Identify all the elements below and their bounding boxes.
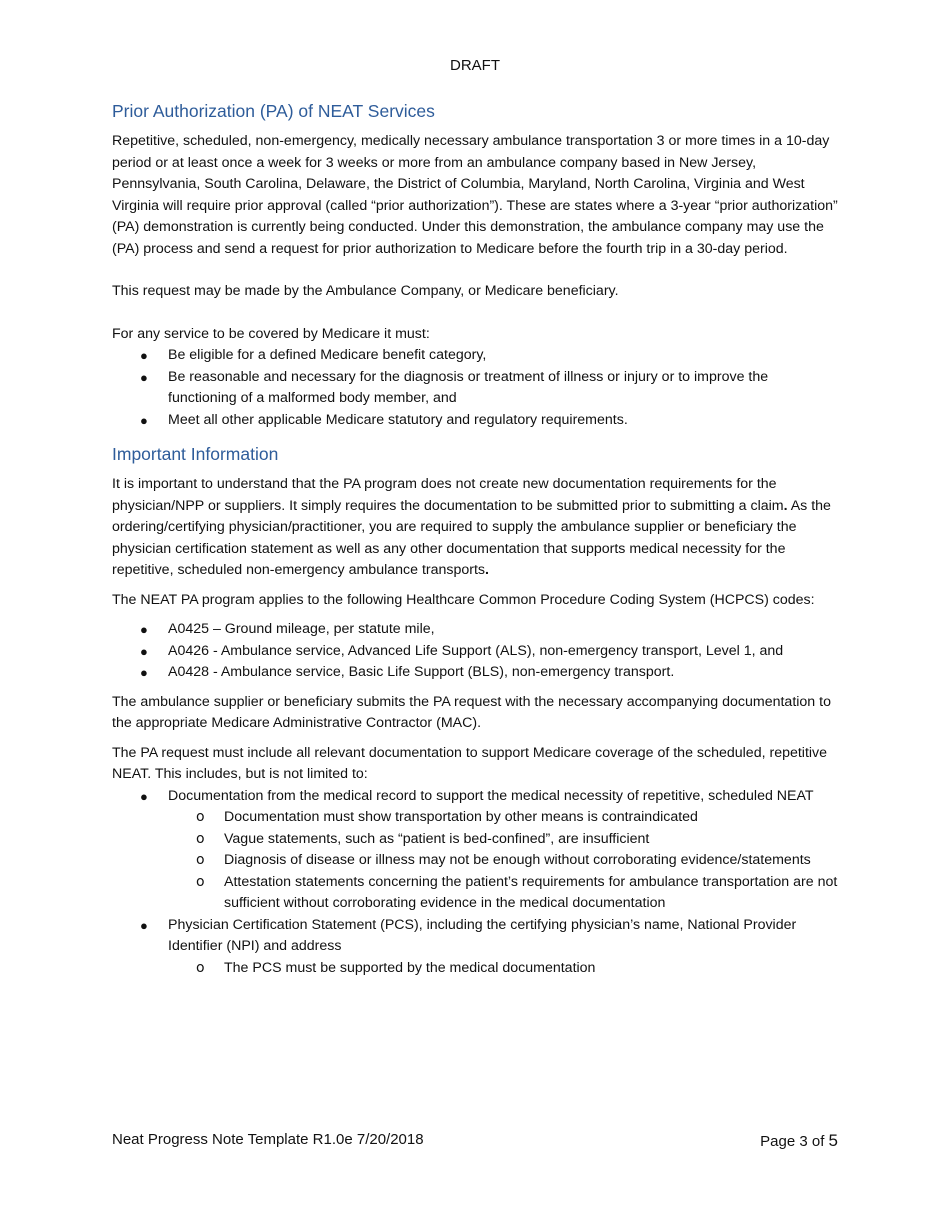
list-item: ● Be reasonable and necessary for the diagnosis or treatment of illness or injury or to improve the functioning of a malformed body member, and bbox=[140, 368, 769, 406]
paragraph: The NEAT PA program applies to the following Healthcare Common Procedure Coding System (HCPCS) codes: bbox=[112, 591, 815, 608]
hcpcs-code-list bbox=[112, 619, 840, 684]
bullet-icon: ● bbox=[140, 412, 148, 428]
list-item: ● A0428 - Ambulance service, Basic Life Support (BLS), non-emergency transport. bbox=[112, 662, 840, 684]
document-content bbox=[112, 100, 840, 979]
bullet-icon: ● bbox=[140, 917, 148, 933]
paragraph: It is important to understand that the PA program does not create new documentation requirements for the physician/NPP or suppliers. It simply requires the documentation to be submitted prior to submitting a claim. As the ordering/certifying physician/practitioner, you are required to supply the ambulance supplier or beneficiary the physician certification statement as well as any other documentation that supports medical necessity for the repetitive, scheduled non-emergency ambulance transports. bbox=[112, 476, 831, 578]
sub-list-item: o Documentation must show transportation by other means is contraindicated bbox=[168, 807, 840, 829]
sub-list bbox=[168, 958, 840, 980]
circle-bullet-icon: o bbox=[196, 852, 205, 868]
bullet-icon: ● bbox=[140, 369, 148, 385]
sub-list bbox=[168, 807, 840, 915]
paragraph: The PA request must include all relevant documentation to support Medicare coverage of the scheduled, repetitive NEAT. This includes, but is not limited to: bbox=[112, 744, 828, 782]
template-version: Neat Progress Note Template R1.0e 7/20/2018 bbox=[112, 1131, 424, 1148]
sub-list-item: o The PCS must be supported by the medical documentation bbox=[168, 958, 840, 980]
bullet-icon: ● bbox=[140, 665, 148, 680]
circle-bullet-icon: o bbox=[196, 830, 205, 847]
sub-list-item: o Diagnosis of disease or illness may not be enough without corroborating evidence/statements bbox=[168, 850, 840, 872]
document-page bbox=[112, 0, 840, 1230]
bullet-icon: ● bbox=[140, 643, 148, 659]
bullet-list bbox=[112, 345, 840, 431]
paragraph: This request may be made by the Ambulance Company, or Medicare beneficiary. bbox=[112, 283, 619, 299]
sub-list-item: o Vague statements, such as “patient is bed-confined”, are insufficient bbox=[168, 829, 840, 851]
list-item: ● Meet all other applicable Medicare statutory and regulatory requirements. bbox=[112, 410, 840, 432]
list-item: ● Documentation from the medical record to support the medical necessity of repetitive, scheduled NEAT o Documentation must show transportation by other means is contraindicated o Vague statements, such as “patient is bed-confined”, are insufficient o Diagnosis of disease or illness may not be enough without corroborating evidence/statements o Attestation statements concerning the patient’s requirements for ambulance transportation are not sufficient without corroborating evidence in the medical documentation bbox=[112, 786, 840, 915]
list-item: ● A0425 – Ground mileage, per statute mile, bbox=[112, 619, 840, 641]
circle-bullet-icon: o bbox=[196, 959, 205, 976]
circle-bullet-icon: o bbox=[196, 809, 205, 825]
list-item: ● Physician Certification Statement (PCS), including the certifying physician’s name, National Provider Identifier (NPI) and address o The PCS must be supported by the medical documentation bbox=[112, 915, 840, 980]
section-heading-important-information: Important Information bbox=[112, 444, 279, 464]
paragraph: Repetitive, scheduled, non-emergency, medically necessary ambulance transportation 3 or more times in a 10-day period or at least once a week for 3 weeks or more from an ambulance company based in New Jersey, Pennsylvania, South Carolina, Delaware, the District of Columbia, Maryland, North Carolina, Virginia and West Virginia will require prior approval (called “prior authorization”). These are states where a 3-year “prior authorization” (PA) demonstration is currently being conducted. Under this demonstration, the ambulance company may use the (PA) process and send a request for prior authorization to Medicare before the fourth trip in a 30-day period. bbox=[112, 133, 838, 257]
circle-bullet-icon: o bbox=[196, 873, 205, 890]
page-number: Page 3 of 5 bbox=[760, 1131, 838, 1150]
list-item: ● A0426 - Ambulance service, Advanced Life Support (ALS), non-emergency transport, Level 1, and bbox=[112, 641, 840, 663]
section-heading-prior-authorization: Prior Authorization (PA) of NEAT Services bbox=[112, 101, 435, 121]
sub-list-item: o Attestation statements concerning the patient’s requirements for ambulance transportation are not sufficient without corroborating evidence in the medical documentation bbox=[196, 873, 838, 911]
bullet-icon: ● bbox=[140, 788, 148, 804]
list-item: ● Be eligible for a defined Medicare benefit category, bbox=[112, 345, 840, 367]
paragraph: For any service to be covered by Medicare it must: bbox=[112, 325, 430, 342]
draft-header: DRAFT bbox=[450, 57, 500, 74]
bullet-icon: ● bbox=[140, 622, 148, 637]
bullet-icon: ● bbox=[140, 348, 148, 363]
paragraph: The ambulance supplier or beneficiary submits the PA request with the necessary accompanying documentation to the appropriate Medicare Administrative Contractor (MAC). bbox=[112, 693, 831, 731]
requirements-list bbox=[112, 786, 840, 980]
